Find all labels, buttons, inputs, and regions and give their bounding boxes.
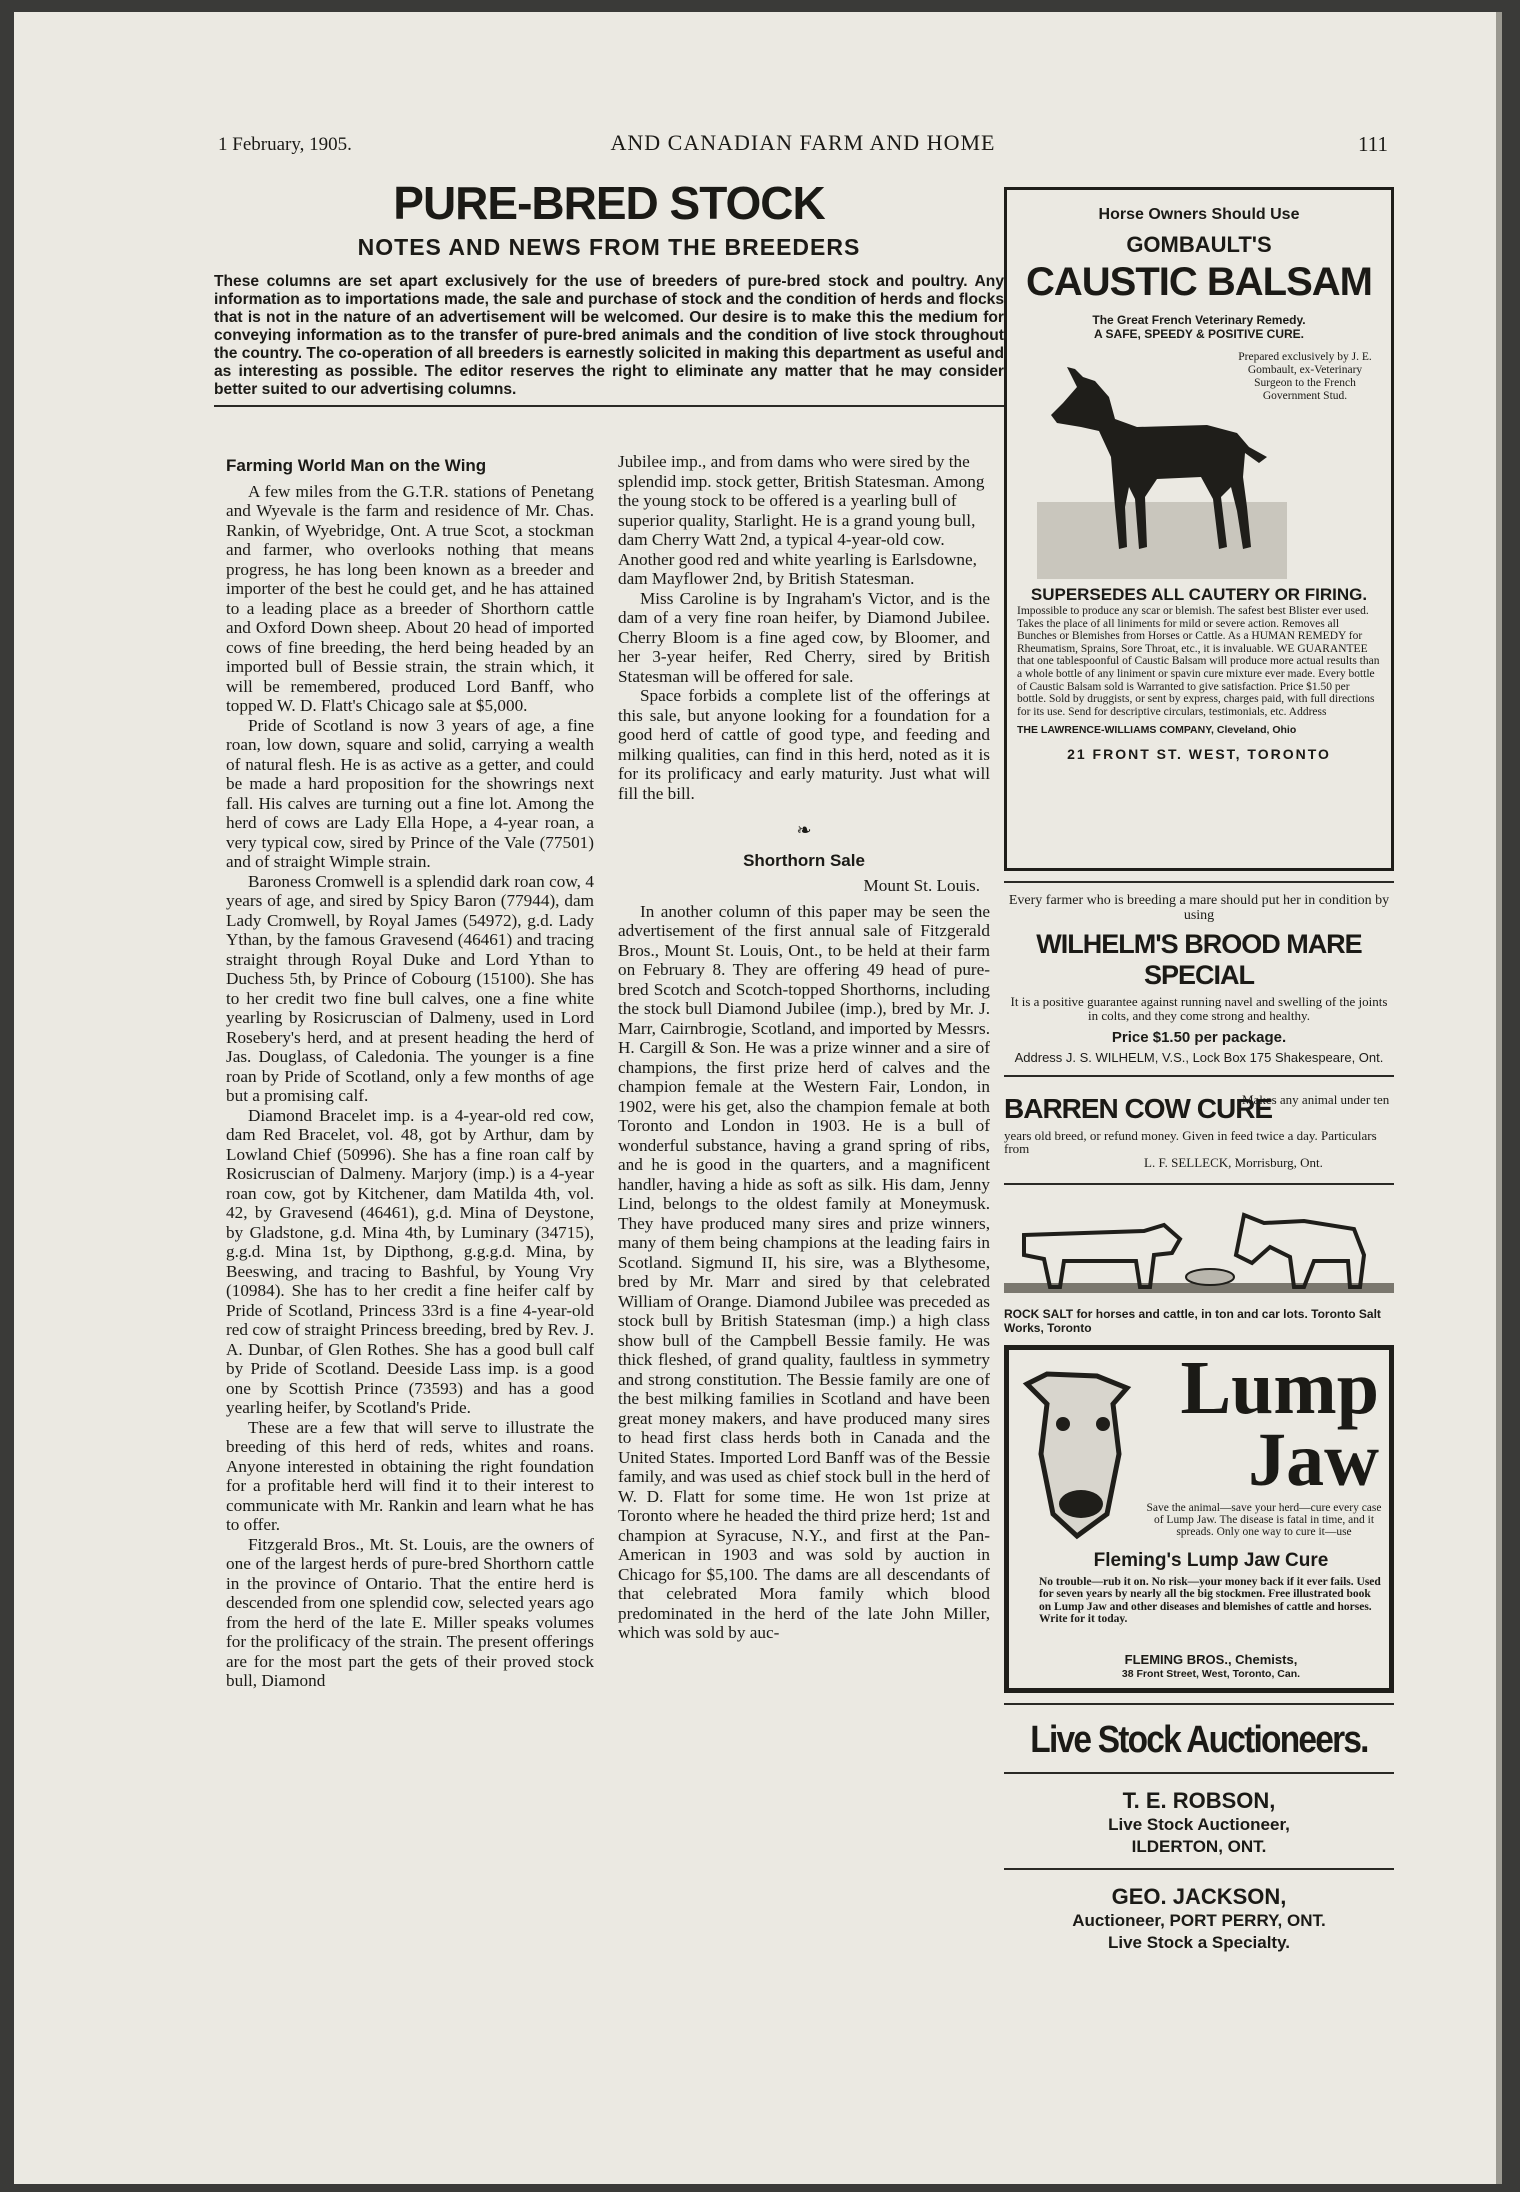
ornament: ❧	[796, 820, 812, 840]
ad-company: FLEMING BROS., Chemists,	[1124, 1652, 1298, 1667]
ad-title	[1180, 1346, 1379, 1502]
ad-address: Address J. S. WILHELM, V.S., Lock Box 175 Shakespeare, Ont.	[1014, 1050, 1384, 1065]
ad-side-text: Makes any animal under ten	[1242, 1092, 1390, 1107]
ad-body: Save the animal—save your herd—cure every case of Lump Jaw. The disease is fatal in time, and it spreads. Only one way to cure it—use	[1146, 1502, 1382, 1538]
divider	[1004, 1075, 1394, 1077]
paragraph: Baroness Cromwell is a splendid dark roan cow, 4 years of age, and sired by Spicy Baron (77944), dam Lady Cromwell, by Royal James (54972), g.d. Lady Ythan, by the famous Gravesend (46461) and tracing straight through Royal Duke and Lord Ythan to Duchess 5th, by Prince of Cobourg (15100). She has to her credit two fine bull calves, one a fine white yearling by Rosicruscian of Dalmeny, used in Lord Rosebery's herd, and at present heading the herd of Jas. Douglass, of Caledonia. The younger is a fine roan by Pride of Scotland, only a few months of age but a promising calf.	[226, 871, 594, 1105]
paragraph: Space forbids a complete list of the offerings at this sale, but anyone looking for a foundation for a good herd of cattle of good type, and feeding and milking qualities, can find in this herd, noted as it is for its prolificacy and early maturity. Just what will fill the bill.	[618, 686, 990, 803]
ad-price: Price $1.50 per package.	[1111, 1029, 1287, 1046]
ad-product: Fleming's Lump Jaw Cure	[1093, 1550, 1329, 1571]
issue-date: 1 February, 1905.	[218, 134, 352, 155]
dateline: Mount St. Louis.	[863, 876, 980, 895]
ad-lead: Every farmer who is breeding a mare should put her in condition by using	[1008, 893, 1390, 923]
article-heading: Farming World Man on the Wing	[226, 456, 487, 475]
cattle-horse-illustration-icon	[1004, 1195, 1394, 1305]
auctioneer-detail: Live Stock Auctioneer,	[1108, 1815, 1290, 1834]
ad-line: A SAFE, SPEEDY & POSITIVE CURE.	[1093, 327, 1305, 341]
ad-address: 21 FRONT ST. WEST, TORONTO	[1067, 746, 1331, 763]
divider	[1004, 881, 1394, 883]
ad-text: ROCK SALT for horses and cattle, in ton and car lots. Toronto Salt Works, Toronto	[1004, 1307, 1381, 1335]
paragraph: A few miles from the G.T.R. stations of Penetang and Wyevale is the farm and residence of Mr. Chas. Rankin, of Wyebridge, Ont. A true Scot, a stockman and farmer, who overlooks nothing that means progress, he has long been known as a breeder and importer of the best he could get, and he has attained to a leading place as a breeder of Shorthorn cattle and Oxford Down sheep. About 20 head of imported cows of fine breeding, the herd being headed by an imported bull of Bessie strain, the strain which, it will be remembered, produced Lord Banff, who topped W. D. Flatt's Chicago sale at $5,000.	[226, 481, 594, 715]
divider	[1004, 1868, 1394, 1870]
section-title: PURE-BRED STOCK	[393, 177, 825, 229]
ad-line: The Great French Veterinary Remedy.	[1092, 313, 1306, 327]
ad-body: Impossible to produce any scar or blemish. The safest best Blister ever used. Takes the place of all liniments for mild or severe action. Removes all Bunches or Blemishes from Horses or Cattle. As a HUMAN REMEDY for Rheumatism, Sprains, Sore Throat, etc., it is invaluable. WE GUARANTEE that one tablespoonful of Caustic Balsam will produce more actual results than a whole bottle of any liniment or spavin cure mixture ever made. Every bottle of Caustic Balsam sold is Warranted to give satisfaction. Price $1.50 per bottle. Sold by druggists, or sent by express, charges paid, with full directions for its use. Send for descriptive circulars, testimonials, etc. Address	[1017, 605, 1380, 718]
paragraph: Miss Caroline is by Ingraham's Victor, and is the dam of a very fine roan heifer, by Diamond Jubilee. Cherry Bloom is a fine aged cow, by Bloomer, and her 3-year heifer, Red Cherry, sired by British Statesman will be offered for sale.	[618, 588, 990, 686]
ad-address: 38 Front Street, West, Toronto, Can.	[1121, 1668, 1301, 1680]
auctioneers-ad	[1004, 1719, 1394, 1954]
advertisement-column	[1004, 187, 1394, 1954]
article-heading: Shorthorn Sale	[743, 850, 865, 870]
ad-note: Prepared exclusively by J. E. Gombault, ex-Veterinary Surgeon to the French Government Stud.	[1238, 351, 1372, 402]
paragraph: Pride of Scotland is now 3 years of age, a fine roan, low down, square and solid, carrying a wealth of natural flesh. He is as active as a getter, and could be made a hard proposition for the showrings next fall. His calves are turning out a fine lot. Among the herd of cows are Lady Ella Hope, a 4-year roan, a very typical cow, sired by Prince of the Vale (77501) and of straight Wimple strain.	[226, 715, 594, 871]
paragraph: In another column of this paper may be seen the advertisement of the first annual sale of Fitzgerald Bros., Mount St. Louis, Ont., to be held at their farm on February 8. They are offering 49 head of pure-bred Scotch and Scotch-topped Shorthorns, including the stock bull Diamond Jubilee (imp.), bred by Mr. J. Marr, Cairnbrogie, Scotland, and imported by Messrs. H. Cargill & Son. He was a prize winner and a sire of champions, the first prize herd of calves and the champion female at the Western Fair, London, in 1902, were his get, also the champion female at both Toronto and London in 1903. He is a bull of wonderful substance, having a grand spring of ribs, and he is good in the quarters, and a magnificent handler, having a hide as soft as silk. His dam, Jenny Lind, belongs to the oldest family at Moneymusk. They have produced many sires and prize winners, many of them being champions at the leading fairs in Scotland. Sigmund II, his sire, was a Blythesome, bred by Mr. Marr and sired by that celebrated William of Orange. Diamond Jubilee was preceded as stock bull by British Statesman (imp.) a high class show bull of the Campbell Bessie family. He was thick fleshed, of grand quality, faultless in symmetry and strong constitution. The Bessie family are one of the best milking families in Scotland and have been great money makers, and have produced many sires to head first class herds both in Canada and the United States. Imported Lord Banff was of the Bessie family, and was used as chief stock bull in the herd of W. D. Flatt for some time. He won 1st prize at Toronto where he headed the third prize herd; 1st and champion at Syracuse, N.Y., and first at the Pan-American in 1903 and was sold by auction in Chicago for $5,100. The dams are all descendants of that celebrated Mora family which blood predominated in the herd of the late John Miller, which was sold by auc-	[618, 901, 990, 1642]
ad-company: THE LAWRENCE-WILLIAMS COMPANY, Cleveland, Ohio	[1017, 724, 1297, 737]
section-intro: These columns are set apart exclusively for the use of breeders of pure-bred stock and poultry. Any information as to importations made, the sale and purchase of stock and the condition of herds and flocks that is not in the nature of an advertisement will be welcomed. Our desire is to make this the medium for conveying information as to the transfer of pure-bred animals and the condition of live stock throughout the country. The co-operation of all breeders is earnestly solicited in making this department as useful and as interesting as possible. The editor reserves the right to eliminate any matter that he may consider better suited to our advertising columns.	[214, 273, 1004, 398]
article-column-1	[226, 452, 594, 1691]
auctioneer-detail: Live Stock a Specialty.	[1107, 1933, 1291, 1952]
ad-title-line: Lump	[1180, 1346, 1379, 1430]
ad-title: WILHELM'S BROOD MARE SPECIAL	[1036, 929, 1362, 990]
divider	[1004, 1772, 1394, 1774]
page-number: 111	[1358, 132, 1388, 156]
ad-title: Live Stock Auctioneers.	[1030, 1719, 1368, 1761]
ad-title: CAUSTIC BALSAM	[1026, 260, 1372, 304]
divider	[1004, 1183, 1394, 1185]
article-column-2	[618, 452, 990, 1643]
ad-body: No trouble—rub it on. No risk—your money back if it ever fails. Used for seven years by nearly all the big stockmen. Free illustrated book on Lump Jaw and other diseases and blemishes of cattle and horses. Write for it today.	[1039, 1576, 1381, 1625]
wilhelm-ad	[1004, 893, 1394, 1065]
publication-title: AND CANADIAN FARM AND HOME	[610, 130, 996, 155]
horse-illustration-box	[1017, 347, 1381, 579]
paragraph: Diamond Bracelet imp. is a 4-year-old red cow, dam Red Bracelet, vol. 48, got by Arthur, dam by Lowland Chief (50996). She has a fine roan calf by Rosicruscian of Dalmeny. Marjory (imp.) is a 4-year roan cow, got by Kitchener, dam Matilda 4th, vol. 42, by Gravesend (46461), g.d. Mina of Deystone, by Gladstone, g.d. Mina 4th, by Luminary (34715), g.g.d. Mina 1st, by Dipthong, g.g.g.d. Mina, by Beeswing, and tracing to Bashful, by Young Vry (10984). She has to her credit a fine heifer calf by Pride of Scotland, Princess 33rd is a fine 4-year-old red cow of straight Princess breeding, bred by Rev. J. A. Dunbar, of Glen Rothes. She has a good bull calf by Pride of Scotland. Deeside Lass imp. is a good one by Scottish Prince (73593) and has a good yearling heifer, by Scotland's Pride.	[226, 1105, 594, 1417]
ad-body: years old breed, or refund money. Given in feed twice a day. Particulars from	[1004, 1128, 1377, 1156]
gombault-ad	[1004, 187, 1394, 871]
ad-line: GOMBAULT'S	[1126, 232, 1272, 257]
ad-title: BARREN COW CURE	[1004, 1093, 1273, 1124]
auctioneer-detail: ILDERTON, ONT.	[1131, 1837, 1267, 1856]
divider	[214, 405, 1004, 407]
ad-title-line: Jaw	[1248, 1418, 1379, 1502]
page-edge	[1496, 12, 1502, 2184]
auctioneer-name: GEO. JACKSON,	[1111, 1884, 1287, 1909]
ad-body: It is a positive guarantee against running navel and swelling of the joints in colts, and they come strong and healthy.	[1010, 994, 1388, 1023]
ad-headline: SUPERSEDES ALL CAUTERY OR FIRING.	[1030, 585, 1368, 604]
paragraph: Jubilee imp., and from dams who were sired by the splendid imp. stock getter, British Statesman. Among the young stock to be offered is a yearling bull of superior quality, Starlight. He is a grand young bull, dam Cherry Watt 2nd, a typical 4-year-old cow. Another good red and white yearling is Earlsdowne, dam Mayflower 2nd, by British Statesman.	[618, 452, 985, 588]
auctioneer-name: T. E. ROBSON,	[1122, 1788, 1276, 1813]
barren-cow-ad	[1004, 1087, 1394, 1173]
divider	[1004, 1703, 1394, 1705]
auctioneer-detail: Auctioneer, PORT PERRY, ONT.	[1072, 1911, 1326, 1930]
paragraph: Fitzgerald Bros., Mt. St. Louis, are the owners of one of the largest herds of pure-bred Shorthorn cattle in the province of Ontario. That the entire herd is descended from one splendid cow, selected years ago from the herd of the late E. Miller speaks volumes for the prolificacy of the strain. The present offerings are for the most part the gets of their proved stock bull, Diamond	[226, 1534, 594, 1690]
ad-address: L. F. SELLECK, Morrisburg, Ont.	[1144, 1155, 1323, 1170]
rock-salt-ad	[1004, 1195, 1394, 1335]
paragraph: These are a few that will serve to illustrate the breeding of this herd of reds, whites and roans. Anyone interested in obtaining the right foundation for a profitable herd will find it to their interest to communicate with Mr. Rankin and learn what he has to offer.	[226, 1417, 594, 1534]
ad-line: Horse Owners Should Use	[1098, 206, 1300, 223]
cow-head-icon	[1017, 1364, 1137, 1544]
section-subtitle: NOTES AND NEWS FROM THE BREEDERS	[357, 234, 861, 260]
running-head	[218, 130, 1388, 162]
lump-jaw-ad	[1004, 1345, 1394, 1693]
newspaper-page	[14, 12, 1502, 2184]
section-header	[214, 172, 1004, 407]
